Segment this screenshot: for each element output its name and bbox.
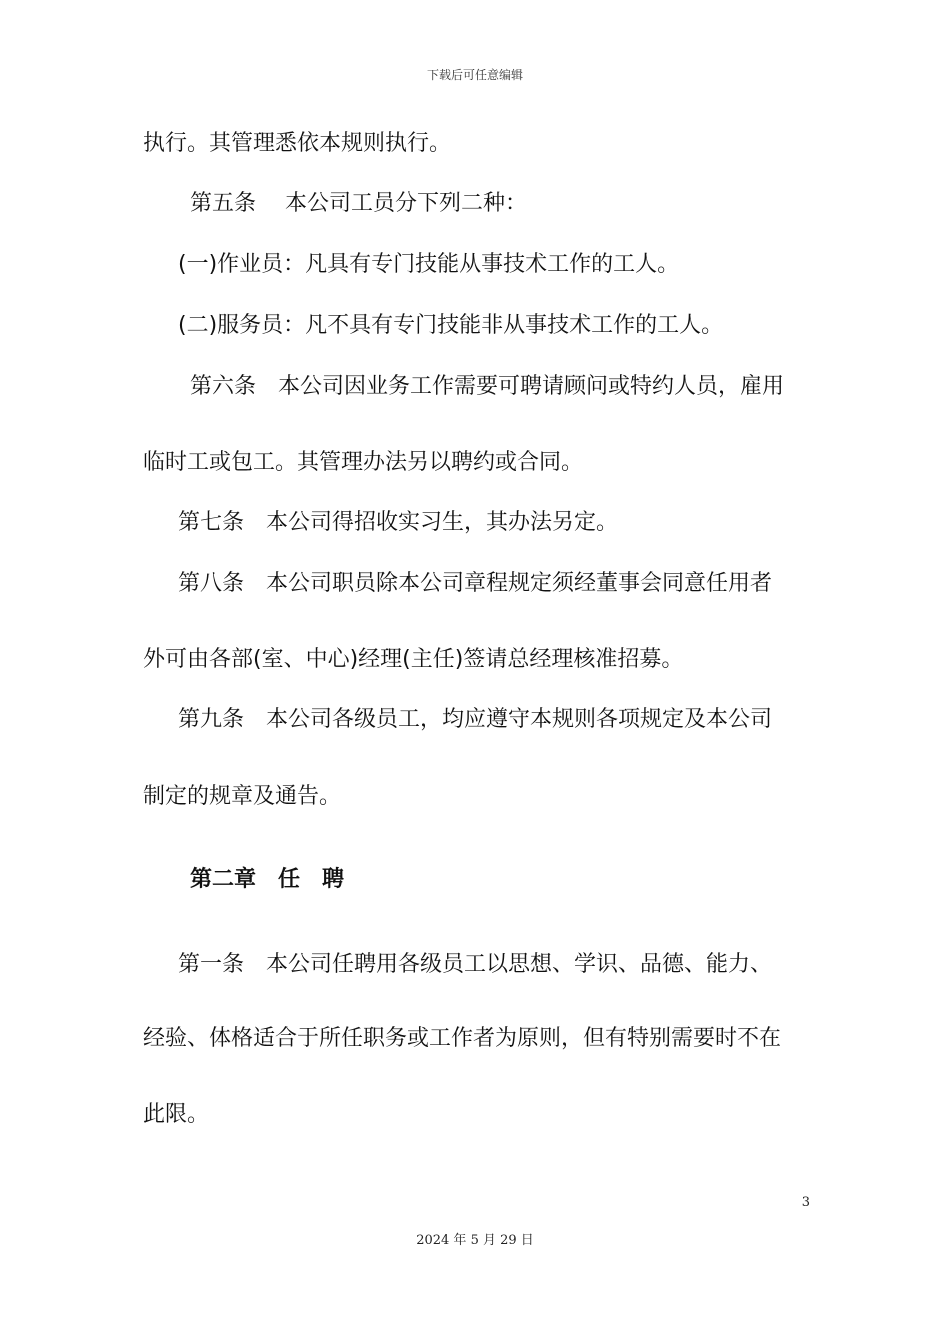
paragraph-line: 第一条 本公司任聘用各级员工以思想、学识、品德、能力、 [178,952,773,977]
paragraph-line: (二)服务员：凡不具有专门技能非从事技术工作的工人。 [178,313,724,338]
page-number: 3 [801,1195,810,1210]
paragraph-line: (一)作业员：凡具有专门技能从事技术工作的工人。 [178,252,680,277]
chapter-heading: 第二章 任 聘 [190,867,345,892]
paragraph-line: 经验、体格适合于所任职务或工作者为原则，但有特别需要时不在 [143,1026,782,1051]
paragraph-line: 外可由各部(室、中心)经理(主任)签请总经理核准招募。 [143,647,684,672]
footer-date: 2024 年 5 月 29 日 [416,1233,534,1248]
page-header: 下载后可任意编辑 [426,68,523,82]
paragraph-line: 第五条 本公司工员分下列二种： [190,191,527,216]
paragraph-line: 此限。 [143,1102,210,1127]
paragraph-line: 第六条 本公司因业务工作需要可聘请顾问或特约人员，雇用 [190,374,785,399]
paragraph-line: 临时工或包工。其管理办法另以聘约或合同。 [143,450,584,475]
paragraph-line: 执行。其管理悉依本规则执行。 [143,131,452,156]
paragraph-line: 制定的规章及通告。 [143,784,342,809]
paragraph-line: 第九条 本公司各级员工，均应遵守本规则各项规定及本公司 [178,707,773,732]
paragraph-line: 第八条 本公司职员除本公司章程规定须经董事会同意任用者 [178,571,773,596]
paragraph-line: 第七条 本公司得招收实习生，其办法另定。 [178,510,619,535]
